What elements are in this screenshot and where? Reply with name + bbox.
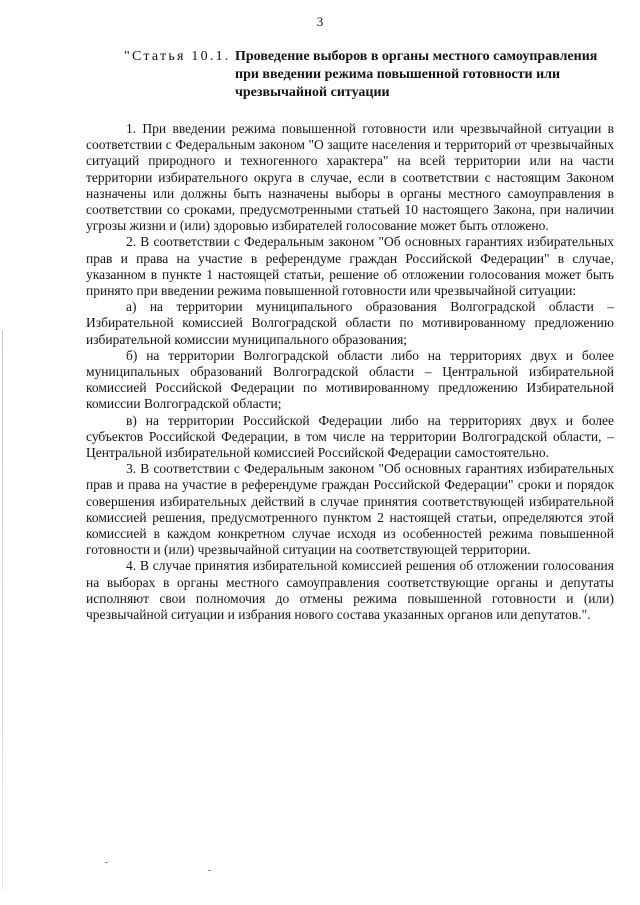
paragraph-3: 3. В соответствии с Федеральным законом "Об основных гарантиях избирательных прав и права на участие в референдуме граждан Российской Федерации" сроки и порядок совершения избирательных действий в случае принятия соответствующей избирательной комиссией решения, предусмотренного пунктом 2 настоящей статьи, определяются этой комиссией в каждом конкретном случае исходя из особенностей режима повышенной готовности и (или) чрезвычайной ситуации на соответствующей территории. bbox=[86, 461, 614, 558]
article-title: Проведение выборов в органы местного самоуправления при введении режима повышенной готовности или чрезвычайной ситуации bbox=[235, 49, 598, 100]
article-heading bbox=[124, 48, 616, 102]
subparagraph-b: б) на территории Волгоградской области либо на территориях двух и более муниципальных образований Волгоградской области – Центральной избирательной комиссией Российской Федерации по мотивированному предложению Избирательной комиссии Волгоградской области; bbox=[86, 347, 614, 412]
article-body bbox=[86, 121, 614, 623]
article-label: "Статья 10.1. bbox=[124, 49, 231, 64]
scan-edge-line bbox=[2, 330, 3, 890]
subparagraph-v: в) на территории Российской Федерации либо на территориях двух и более субъектов Российской Федерации, в том числе на территории Волгоградской области, – Центральной избирательной комиссией Российской Федерации самостоятельно. bbox=[86, 412, 614, 461]
subparagraph-a: а) на территории муниципального образования Волгоградской области – Избирательной комиссией Волгоградской области по мотивированному предложению избирательной комиссии муниципального образования; bbox=[86, 299, 614, 347]
page-number: 3 bbox=[316, 14, 324, 29]
paragraph-2: 2. В соответствии с Федеральным законом "Об основных гарантиях избирательных прав и права на участие в референдуме граждан Российской Федерации" в случае, указанном в пункте 1 настоящей статьи, решение об отложении голосования может быть принято при введении режима повышенной готовности или чрезвычайной ситуации: bbox=[86, 234, 614, 299]
paragraph-1: 1. При введении режима повышенной готовности или чрезвычайной ситуации в соответствии с Федеральным законом "О защите населения и территорий от чрезвычайных ситуаций природного и техногенного характера" на всей территории или на части территории избирательного округа в случае, если в соответствии с настоящим Законом назначены или должны быть назначены выборы в органы местного самоуправления в соответствии со сроками, предусмотренными статьей 10 настоящего Закона, при наличии угрозы жизни и (или) здоровью избирателей голосование может быть отложено. bbox=[86, 121, 614, 234]
scan-speck bbox=[105, 862, 108, 863]
scan-speck bbox=[208, 870, 211, 871]
paragraph-4: 4. В случае принятия избирательной комиссией решения об отложении голосования на выборах в органы местного самоуправления соответствующие органы и депутаты исполняют свои полномочия до отмены режима повышенной готовности и (или) чрезвычайной ситуации и избрания нового состава указанных органов или депутатов.". bbox=[86, 558, 614, 623]
